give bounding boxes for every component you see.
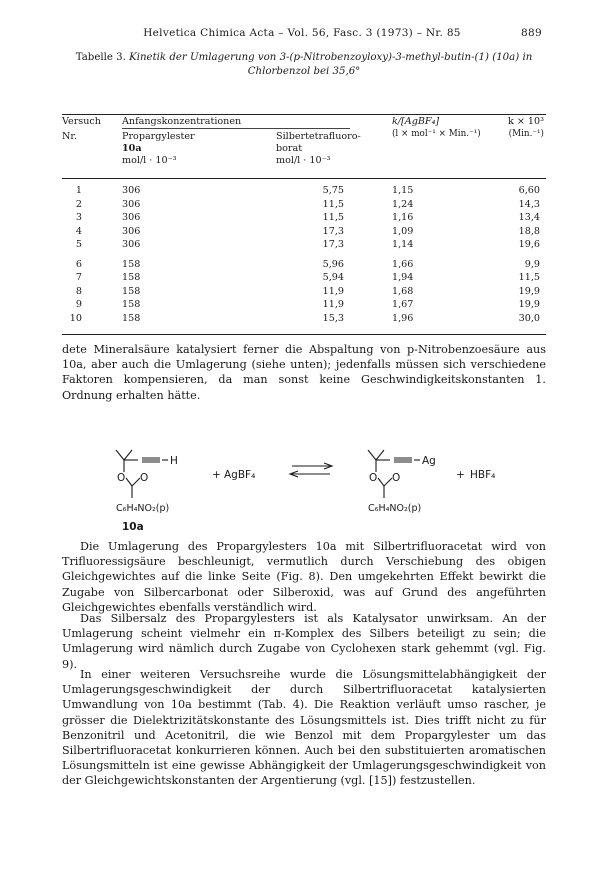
cell-k-value: 19,9	[518, 299, 540, 310]
cell-propargylester-conc: 158	[122, 272, 141, 283]
table-caption	[62, 51, 546, 79]
cell-propargylester-conc: 306	[122, 225, 141, 237]
cell-k-value: 18,8	[518, 225, 540, 237]
table-row	[62, 212, 546, 226]
table-row	[62, 286, 546, 300]
right-ag-label: Ag	[422, 455, 436, 467]
table-row	[62, 226, 546, 240]
cell-propargylester-conc: 158	[122, 285, 141, 297]
table-row	[62, 199, 546, 213]
plus-1: +	[212, 469, 221, 481]
paragraph-4	[62, 667, 546, 789]
table-body	[62, 185, 546, 326]
cell-silber-conc: 17,3	[322, 239, 344, 250]
cell-versuch-nr: 9	[75, 299, 82, 310]
cell-versuch-nr: 5	[75, 239, 82, 250]
cell-propargylester-conc: 158	[122, 258, 141, 270]
cell-silber-conc: 15,3	[322, 312, 344, 324]
header-anfangskonzentrationen: Anfangskonzentrationen	[122, 116, 242, 127]
header-k-ratio: k/[AgBF₄]	[392, 116, 440, 127]
left-ester-1	[126, 478, 132, 486]
table-row	[62, 259, 546, 273]
cell-silber-conc: 17,3	[322, 225, 344, 237]
header-nr: Nr.	[62, 131, 77, 142]
header-versuch: Versuch	[62, 116, 101, 127]
cell-versuch-nr: 7	[75, 272, 82, 283]
cell-k-value: 30,0	[518, 312, 540, 324]
cell-k-ratio: 1,68	[392, 285, 414, 297]
header-k-unit: (Min.⁻¹)	[508, 129, 544, 139]
left-methyl-2	[124, 450, 132, 460]
left-methyl-1	[116, 450, 124, 460]
right-o1-label: O	[369, 472, 378, 484]
table-row	[62, 272, 546, 286]
header-k-ratio-unit: (l × mol⁻¹ × Min.⁻¹)	[392, 129, 481, 139]
compound-label-10a: 10a	[122, 521, 144, 533]
cell-k-ratio: 1,96	[392, 312, 414, 324]
cell-k-ratio: 1,66	[392, 258, 414, 270]
header-propargylester: Propargylester	[122, 131, 195, 142]
cell-propargylester-conc: 306	[122, 198, 141, 210]
left-o1-label: O	[117, 472, 126, 484]
left-substituent: C₆H₄NO₂(p)	[116, 503, 170, 514]
cell-k-ratio: 1,16	[392, 212, 414, 223]
cell-versuch-nr: 3	[75, 212, 82, 223]
right-methyl-1	[368, 450, 376, 460]
right-ester-2	[384, 478, 392, 486]
right-ester-1	[378, 478, 384, 486]
cell-versuch-nr: 1	[75, 185, 82, 196]
journal-citation: Helvetica Chimica Acta – Vol. 56, Fasc. 3 (1973) – Nr. 85	[143, 27, 461, 39]
header-silber-1: Silbertetrafluoro-	[276, 131, 361, 142]
cell-propargylester-conc: 306	[122, 239, 141, 250]
reagent-agbf4: AgBF₄	[224, 469, 256, 481]
cell-silber-conc: 11,9	[322, 285, 344, 297]
cell-silber-conc: 5,75	[322, 185, 344, 196]
cell-versuch-nr: 2	[75, 198, 82, 210]
cell-k-value: 11,5	[518, 272, 540, 283]
page-number: 889	[521, 27, 542, 39]
cell-k-ratio: 1,94	[392, 272, 414, 283]
cell-k-value: 9,9	[524, 258, 540, 270]
cell-silber-conc: 11,5	[322, 212, 344, 223]
cell-k-ratio: 1,15	[392, 185, 414, 196]
table-row	[62, 313, 546, 327]
running-header	[62, 27, 542, 41]
paragraph-1-text: dete Mineralsäure katalysiert ferner die Abspaltung von p-Nitrobenzoesäure aus 10a, aber auch die Umlagerung (siehe unten); jedenfalls müssen sich verschiedene Faktoren kompensieren, da man sonst keine Geschwindigkeitskonstanten 1. Ordnung erhalten hätte.	[62, 343, 546, 402]
cell-versuch-nr: 8	[75, 285, 82, 297]
cell-propargylester-conc: 158	[122, 312, 141, 324]
table-caption-prefix: Tabelle 3.	[75, 52, 126, 63]
header-group-rule	[122, 128, 350, 129]
cell-k-ratio: 1,14	[392, 239, 414, 250]
cell-k-ratio: 1,67	[392, 299, 414, 310]
header-silber-2: borat	[276, 143, 303, 154]
right-methyl-2	[376, 450, 384, 460]
cell-silber-conc: 11,5	[322, 198, 344, 210]
reagent-hbf4: HBF₄	[470, 469, 496, 481]
cell-propargylester-conc: 306	[122, 185, 141, 196]
cell-k-value: 14,3	[518, 198, 540, 210]
header-k: k × 10³	[507, 116, 544, 127]
left-o2-label: O	[140, 472, 149, 484]
table-row	[62, 299, 546, 313]
table-caption-title: Kinetik der Umlagerung von 3-(p-Nitrobenzoyloxy)-3-methyl-butin-(1) (10a) in Chlorbenzol bei 35,6°	[129, 52, 533, 77]
header-propargylester-id: 10a	[122, 143, 142, 154]
table-row	[62, 185, 546, 199]
table-top-rule	[62, 114, 546, 115]
left-h-label: H	[170, 455, 178, 467]
header-propargylester-unit: mol/l · 10⁻³	[122, 155, 177, 166]
cell-k-ratio: 1,24	[392, 198, 414, 210]
left-ester-2	[132, 478, 140, 486]
cell-versuch-nr: 10	[69, 312, 82, 324]
cell-k-value: 19,9	[518, 285, 540, 297]
table-row	[62, 239, 546, 253]
cell-versuch-nr: 4	[75, 225, 82, 237]
cell-k-ratio: 1,09	[392, 225, 414, 237]
cell-k-value: 19,6	[518, 239, 540, 250]
cell-silber-conc: 5,94	[322, 272, 344, 283]
paragraph-2	[62, 539, 546, 615]
table-header-rule	[62, 178, 546, 179]
cell-k-value: 6,60	[518, 185, 540, 196]
cell-propargylester-conc: 306	[122, 212, 141, 223]
right-o2-label: O	[392, 472, 401, 484]
cell-versuch-nr: 6	[75, 258, 82, 270]
right-substituent: C₆H₄NO₂(p)	[368, 503, 422, 514]
table-bottom-rule	[62, 334, 546, 335]
cell-k-value: 13,4	[518, 212, 540, 223]
paragraph-4-text: In einer weiteren Versuchsreihe wurde die Lösungsmittelabhängigkeit der Umlagerungsgeschwindigkeit der durch Silbertrifluoracetat katalysierten Umwandlung von 10a bestimmt (Tab. 4). Die Reaktion verläuft umso rascher, je grösser die Dielektrizitätskonstante des Lösungsmittels ist. Dies trifft nicht zu für Benzonitril und Acetonitril, die wie Benzol mit dem Propargylester um das Silbertrifluoracetat konkurrieren können. Auch bei den substituierten aromatischen Lösungsmitteln ist eine gewisse Abhängigkeit der Umlagerungsgeschwindigkeit von der Gleichgewichtskonstanten der Argentierung (vgl. [15]) festzustellen.	[62, 668, 546, 788]
paragraph-2-text: Die Umlagerung des Propargylesters 10a mit Silbertrifluoracetat wird von Trifluoressigsäure beschleunigt, vermutlich durch Verschiebung des obigen Gleichgewichtes auf die linke Seite (Fig. 8). Den umgekehrten Effekt bewirkt die Zugabe von Silbercarbonat oder Silberoxid, was auf Grund des angeführten Gleichgewichtes ebenfalls verständlich wird.	[62, 540, 546, 614]
paragraph-3	[62, 611, 546, 672]
cell-propargylester-conc: 158	[122, 299, 141, 310]
header-silber-unit: mol/l · 10⁻³	[276, 155, 331, 166]
reaction-scheme	[62, 436, 546, 532]
paragraph-1	[62, 342, 546, 403]
plus-2: +	[456, 469, 465, 481]
paragraph-3-text: Das Silbersalz des Propargylesters ist als Katalysator unwirksam. An der Umlagerung scheint vielmehr ein π-Komplex des Silbers beteiligt zu sein; die Umlagerung wird nämlich durch Zugabe von Cyclohexen stark gehemmt (vgl. Fig. 9).	[62, 612, 546, 671]
cell-silber-conc: 5,96	[322, 258, 344, 270]
cell-silber-conc: 11,9	[322, 299, 344, 310]
reaction-scheme-svg	[62, 436, 546, 536]
